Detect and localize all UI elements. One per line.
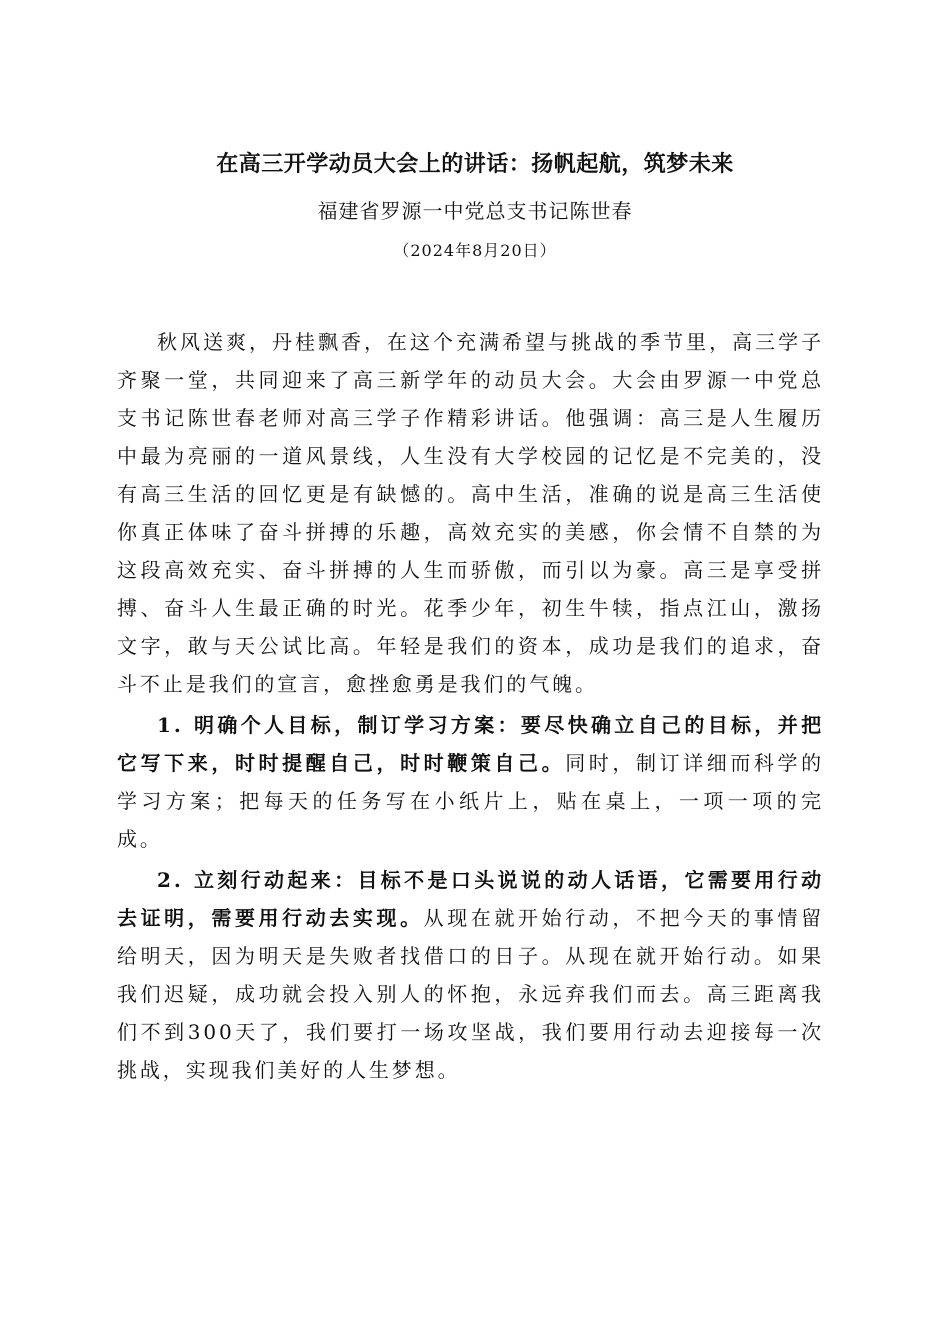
paragraph-point-1 [117, 706, 824, 858]
document-body [117, 323, 824, 1092]
paragraph-intro: 秋风送爽，丹桂飘香，在这个充满希望与挑战的季节里，高三学子齐聚一堂，共同迎来了高三新学年的动员大会。大会由罗源一中党总支书记陈世春老师对高三学子作精彩讲话。他强调：高三是人生履历中最为亮丽的一道风景线，人生没有大学校园的记忆是不完美的，没有高三生活的回忆更是有缺憾的。高中生活，准确的说是高三生活使你真正体味了奋斗拼搏的乐趣，高效充实的美感，你会情不自禁的为这段高效充实、奋斗拼搏的人生而骄傲，而引以为豪。高三是享受拼搏、奋斗人生最正确的时光。花季少年，初生牛犊，指点江山，激扬文字，敢与天公试比高。年轻是我们的资本，成功是我们的追求，奋斗不止是我们的宣言，愈挫愈勇是我们的气魄。 [117, 330, 824, 696]
point-1-heading: 1. 明确个人目标，制订学习方案：要尽快确立自己的目标，并把它写下来，时时提醒自己，时时鞭策自己。 [117, 713, 824, 775]
point-2-text: 从现在就开始行动，不把今天的事情留给明天，因为明天是失败者找借口的日子。从现在就开始行动。如果我们迟疑，成功就会投入别人的怀抱，永远弃我们而去。高三距离我们不到300天了，我们要打一场攻坚战，我们要用行动去迎接每一次挑战，实现我们美好的人生梦想。 [117, 906, 824, 1082]
document-author: 福建省罗源一中党总支书记陈世春 [317, 199, 633, 223]
document-date: （2024年8月20日） [393, 241, 557, 260]
document-title: 在高三开学动员大会上的讲话：扬帆起航，筑梦未来 [216, 151, 734, 177]
point-1-text: 同时，制订详细而科学的学习方案；把每天的任务写在小纸片上，贴在桌上，一项一项的完成。 [117, 751, 824, 851]
paragraph-point-2 [117, 861, 824, 1089]
point-2-heading: 2. 立刻行动起来：目标不是口头说说的动人话语，它需要用行动去证明，需要用行动去实现。 [117, 868, 824, 930]
